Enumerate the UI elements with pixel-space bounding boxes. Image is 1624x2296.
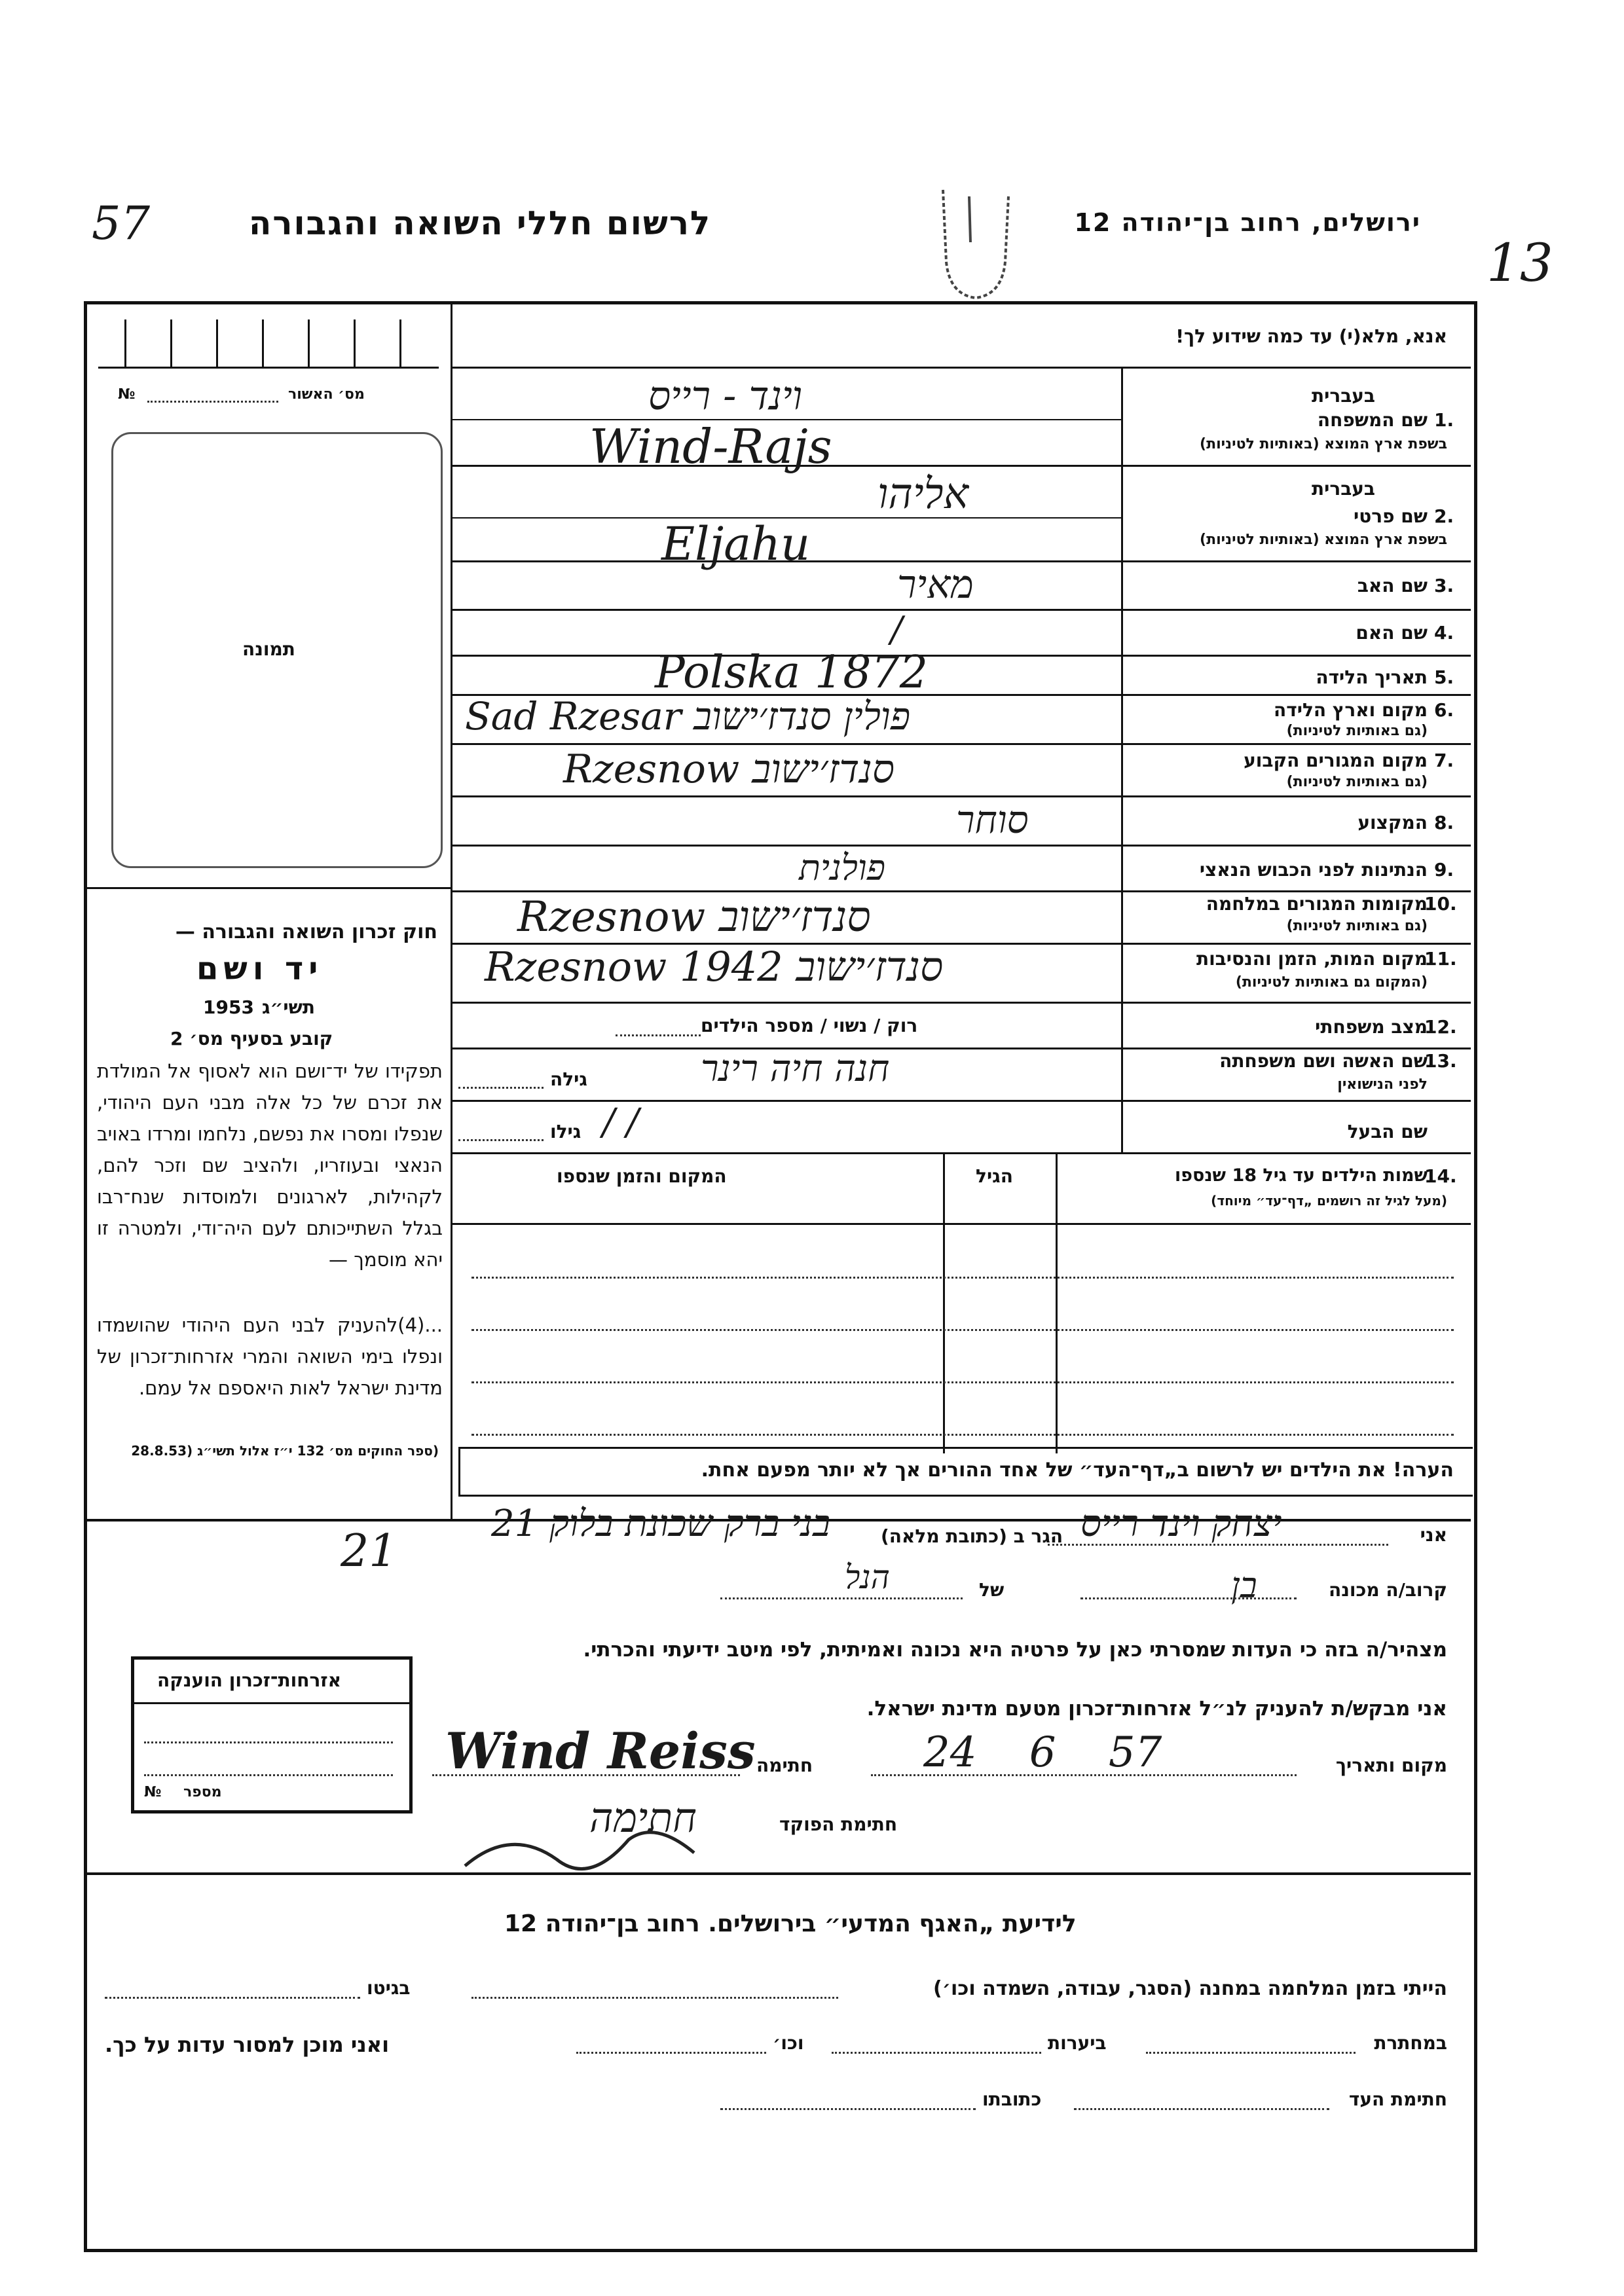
law-year: 1953 xyxy=(203,996,254,1018)
field3-label: שם האב xyxy=(1357,575,1428,596)
husband-age-label: גילו xyxy=(550,1121,581,1142)
field3-value[interactable]: מאיר xyxy=(897,562,974,608)
declarant-address[interactable]: בני ברק שכונת בלוק 21 xyxy=(491,1503,831,1545)
husband-label: שם הבעל xyxy=(1347,1121,1428,1142)
officer-signature[interactable]: חתימה xyxy=(589,1794,697,1842)
page-number: 13 xyxy=(1486,232,1553,293)
citizenship-number-label: מספר xyxy=(183,1784,222,1800)
intro-text: אנא, מלא(י) עד כמה שידוע לך! xyxy=(1175,325,1447,347)
field1-hebrew-tag: בעברית xyxy=(1311,385,1375,407)
field2-value-latin[interactable]: Eljahu xyxy=(661,517,811,571)
cert-label: מס׳ האשור xyxy=(288,386,365,403)
field6-num: 6. xyxy=(1434,699,1454,721)
signature-label: חתימה xyxy=(756,1755,813,1776)
field1-num: 1. xyxy=(1434,409,1454,431)
field12-num: 12. xyxy=(1424,1016,1457,1038)
cert-number-field[interactable] xyxy=(147,401,278,403)
footer-line1: הייתי בזמן המלחמה במחנה (הסגר, עבודה, השמדה וכו׳) xyxy=(933,1977,1447,2000)
tick-box-row xyxy=(98,319,439,369)
declarant-address-num: 21 xyxy=(341,1525,397,1577)
field1-label: שם המשפחה xyxy=(1317,409,1428,431)
child-row[interactable] xyxy=(471,1381,1454,1383)
field8-num: 8. xyxy=(1434,812,1454,833)
org-name: יד ושם xyxy=(196,951,323,987)
of-value[interactable]: הנל xyxy=(845,1558,890,1596)
field7-num: 7. xyxy=(1434,750,1454,771)
sidebar-divider xyxy=(451,301,452,1519)
field8-label: המקצוע xyxy=(1357,812,1428,833)
field12-value[interactable]: רוק / נשוי / מספר הילדים xyxy=(701,1015,918,1036)
field5-value[interactable]: Polska 1872 xyxy=(655,647,928,699)
field5-num: 5. xyxy=(1434,666,1454,688)
date-value[interactable]: 24 6 57 xyxy=(923,1728,1162,1777)
field7-label: מקום המגורים הקבוע xyxy=(1244,750,1428,771)
field9-value[interactable]: פולנית xyxy=(799,847,886,888)
field13-sub: לפני הנישואין xyxy=(1337,1076,1428,1093)
col-age-header: הגיל xyxy=(976,1165,1013,1187)
photo-label: תמונה xyxy=(242,638,295,660)
law-body: תפקידו של יד־ושם הוא לאסוף אל המולדת את זכרם של כל אלה מבני העם היהודי, שנפלו ומסרו את נפשם, נלחמו ומרדו באויב הנאצי ובעוזריו, ולהציב שם וזכר להם, לקהילות, לארגונים ולמוסדות שנח־רבו בגלל השתייכותם לעם היה־ודי, ולמטרה זו יהא מוסמך — xyxy=(97,1060,443,1271)
field8-value[interactable]: סוחר xyxy=(956,797,1029,842)
field1-value-hebrew[interactable]: וינד - רייס xyxy=(648,373,803,419)
field14-label: שמות הילדים עד גיל 18 שנספו xyxy=(1174,1165,1428,1186)
of-label: של xyxy=(979,1579,1005,1601)
citizenship-number-symbol: № xyxy=(144,1784,162,1800)
officer-label: חתימת הפוקד xyxy=(779,1813,898,1835)
field4-value[interactable]: / xyxy=(891,609,903,650)
col-place-header: המקום והזמן שנספו xyxy=(557,1165,727,1187)
relation-label: קרוב/ה מכונה xyxy=(1328,1579,1447,1601)
field7-sub: (גם באותיות לטיניות) xyxy=(1286,774,1428,790)
margin-number: 57 xyxy=(92,196,151,250)
child-row[interactable] xyxy=(471,1329,1454,1331)
note-text: הערה! את הילדים יש לרשום ב„דף־העד״ של אחד ההורים אך לא יותר מפעם אחת. xyxy=(701,1459,1454,1482)
officer-scribble xyxy=(458,1813,720,1892)
citizenship-title: אזרחות־זכרון הוענקה xyxy=(157,1669,341,1691)
field10-label: מקומות המגורים במלחמה xyxy=(1206,893,1428,915)
field13-num: 13. xyxy=(1424,1050,1457,1072)
field7-value[interactable]: Rzesnow סנדז׳ישוב xyxy=(563,746,895,792)
field14-sub: (מעל לגיל זה רושמים „דף־עד״ מיוחד) xyxy=(1211,1193,1447,1209)
field5-label: תאריך הלידה xyxy=(1316,666,1428,688)
field4-label: שם האם xyxy=(1356,622,1428,644)
field2-sub: בשפת ארץ המוצא (באותיות לטיניות) xyxy=(1200,532,1447,548)
footer-title: לידיעת „האגף המדעי״ בירושלים. רחוב בן־יהודה 12 xyxy=(504,1910,1077,1937)
field11-sub: (המקום גם באותיות לטיניות) xyxy=(1235,974,1428,991)
forests-label: ביערות xyxy=(1048,2032,1107,2054)
witness-signature-label: חתימת העד xyxy=(1348,2088,1447,2110)
declarant-i-label: אני xyxy=(1420,1524,1447,1546)
field13-label: שם האשה ושם משפחתה xyxy=(1219,1050,1428,1072)
field11-value[interactable]: Rzesnow סנדז׳ישוב 1942 xyxy=(485,943,944,991)
law-year-heb: תשי״ג xyxy=(262,996,315,1018)
field10-value[interactable]: Rzesnow סנדז׳ישוב xyxy=(517,893,871,941)
child-row[interactable] xyxy=(471,1434,1454,1436)
declarant-name[interactable]: יצחק וינד רייס xyxy=(1080,1503,1282,1545)
form-title: לרשום חללי השואה והגבורה xyxy=(249,204,712,242)
signature-value[interactable]: Wind Reiss xyxy=(445,1722,756,1780)
law-reference: (ספר החוקים מס׳ 132 י״ז אלול תשי״ג (28.8.53 xyxy=(131,1443,439,1459)
etc-label: וכו׳ xyxy=(773,2032,804,2054)
field6-value[interactable]: Sad Rzesar פולין סנדז׳ישוב xyxy=(465,694,911,738)
field12-label: מצב משפחתי xyxy=(1315,1016,1428,1038)
husband-value[interactable]: / / xyxy=(602,1101,639,1144)
field6-label: מקום וארץ הלידה xyxy=(1274,699,1428,721)
field2-label: שם פרטי xyxy=(1353,505,1428,527)
field11-label: מקום המות, הזמן והנסיבות xyxy=(1196,948,1428,970)
paperclip-mark xyxy=(923,183,1028,314)
field13-value[interactable]: חנה חיה רינר xyxy=(701,1048,890,1090)
label-column-divider xyxy=(1121,367,1123,1152)
relation-value[interactable]: בן xyxy=(1231,1565,1257,1606)
field3-num: 3. xyxy=(1434,575,1454,596)
field14-num: 14. xyxy=(1424,1165,1457,1187)
field11-num: 11. xyxy=(1424,948,1457,970)
witness-address-label: כתובתו xyxy=(982,2088,1042,2110)
header-address: ירושלים, רחוב בן־יהודה 12 xyxy=(1074,208,1421,237)
residing-label: הגר ב (כתובת מלאה) xyxy=(881,1525,1063,1547)
field10-sub: (גם באותיות לטיניות) xyxy=(1286,918,1428,934)
testimony-text: ואני מוכן למסור עדות על כך. xyxy=(105,2032,390,2057)
request-text: אני מבקש/ת להעניק לנ״ל אזרחות־זכרון מטעם מדינת ישראל. xyxy=(866,1697,1447,1721)
field13-age-label: גילה xyxy=(550,1068,587,1090)
underground-label: במחתרת xyxy=(1374,2032,1447,2054)
place-date-label: מקום ותאריך xyxy=(1335,1755,1447,1776)
law-clause: קובע בסעיף מס׳ 2 xyxy=(170,1028,333,1049)
field10-num: 10. xyxy=(1424,893,1457,915)
field2-hebrew-tag: בעברית xyxy=(1311,478,1375,500)
field2-value-hebrew[interactable]: אליהו xyxy=(877,470,969,519)
field2-num: 2. xyxy=(1434,505,1454,527)
child-row[interactable] xyxy=(471,1277,1454,1279)
field1-sub: בשפת ארץ המוצא (באותיות לטיניות) xyxy=(1200,436,1447,452)
law-title: חוק זכרון השואה והגבורה — xyxy=(175,920,437,943)
law-body-2: ...(4)להעניק לבני העם היהודי שהושמדו ונפלו בימי השואה והמרי אזרחות־זכרון של מדינת ישראל לאות היאספם אל עמם. xyxy=(97,1314,443,1399)
cert-no-symbol: № xyxy=(118,386,136,403)
declare-text: מצהיר/ה בזה כי העדות שמסרתי כאן על פרטיה היא נכונה ואמיתית, לפי מיטב ידיעתי והכרתי. xyxy=(583,1638,1447,1662)
field4-num: 4. xyxy=(1434,622,1454,644)
field9-num: 9. xyxy=(1434,859,1454,881)
field1-value-latin[interactable]: Wind-Rajs xyxy=(589,419,832,474)
field9-label: הנתינות לפני הכבוש הנאצי xyxy=(1199,859,1428,881)
ghetto-label: בגיטו xyxy=(367,1977,411,1999)
field6-sub: (גם באותיות לטיניות) xyxy=(1286,723,1428,739)
